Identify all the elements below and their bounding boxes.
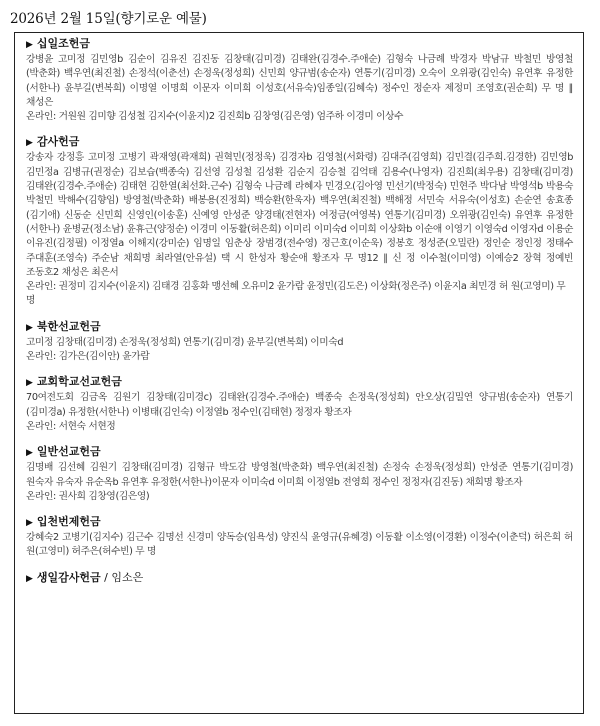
offering-section-north-korea-mission	[26, 320, 573, 365]
bulletin-date-title: 2026년 2월 15일(향기로운 예물)	[10, 11, 207, 27]
triangle-bullet-icon: ▶	[26, 40, 33, 50]
offering-section-tithe	[26, 37, 573, 124]
donor-names: 강혜숙2 고병기(김지수) 김근수 김명선 신경미 양독승(임욕성) 양진식 윤영규(유혜경) 이동활 이소영(이경환) 이정수(이춘덕) 허은희 허 원(고영미) 허주은(허수빈) 무 명	[26, 532, 573, 558]
triangle-bullet-icon: ▶	[26, 378, 33, 389]
offering-section-birthday-thanks	[26, 571, 573, 586]
donor-names: 강송자 강정흥 고미정 고병기 곽재영(곽재희) 권혁민(정정욱) 김경자b 김영철(서화령) 김대주(김영희) 김민결(김주희.김경한) 김민영b 김민정a 김병규(권정순) 김보습(백종숙) 김선영 김성철 김성환 김순지 김승철 김억태 김용수(나영자) 김진희(최우용) 김창태(김미경) 김태완(김경수.주애순) 김태현 김한열(최선화.근수) 김형숙 나금례 라혜자 민경오(김아영 민선기(박정숙) 민현주 박다남 박영석b 박용숙 박철민 박해수(김향임) 방영철(박춘화) 배봉용(진정희) 백승환(한욱자) 백우연(최진철) 백해정 서민숙 서유숙(이성호) 손순연 송효종(김기애) 신동순 신민희 신영인(이송훈) 신예영 안성준 양경태(전현자) 여정금(여영복) 연통기(김미경) 오위광(김인숙) 유연후 유정한(서한나) 윤병균(정소남) 윤휴근(양정순) 이경미 이동활(허은희) 이미리 이미숙d 이미희 이상화b 이순애 이영기 이영숙d 이영자d 이용순 이유진(김정필) 이정열a 이해지(강미순) 임명일 임춘상 장범경(전수영) 정근호(이순욱) 정봉호 정성준(오밀란) 정인순 정인정 정태수 주대훈(조영숙) 주순남 채희명 최라열(안유설) 택 시 한성자 황순애 황조자 무 명12 ∥ 신 정 이수철(이미영) 이예승2 장혁 정예빈 조동호2 채성은 최은서	[26, 152, 573, 278]
offering-section-general-mission	[26, 445, 573, 504]
offering-list-box	[14, 32, 584, 714]
section-heading	[26, 445, 573, 460]
offering-section-thousand-burnt	[26, 515, 573, 560]
online-donors: 온라인: 권정미 김지수(이윤지) 김태경 김홍화 맹선혜 오유미2 윤가람 윤정민(김도은) 이상화(정은주) 이윤지a 최민경 허 원(고영미) 무 명	[26, 281, 566, 307]
section-heading	[26, 571, 573, 586]
triangle-bullet-icon: ▶	[26, 322, 33, 333]
triangle-bullet-icon: ▶	[26, 518, 33, 529]
section-heading	[26, 37, 573, 52]
offering-section-church-school-mission	[26, 375, 573, 434]
online-donors: 온라인: 거원원 김미향 김성철 김지수(이윤지)2 김진희b 김창영(김은영) 엄주하 이경미 이상수	[26, 111, 404, 123]
section-title: 생일감사헌금	[36, 570, 101, 584]
section-title: 교회학교선교헌금	[36, 375, 122, 389]
online-donors: 온라인: 권사희 김창영(김은영)	[26, 490, 150, 502]
triangle-bullet-icon: ▶	[26, 573, 33, 584]
donor-names: 강병윤 고미정 김민영b 김순이 김유진 김진동 김창태(김미경) 김태완(김경수.주애순) 김형숙 나금례 박경자 박남규 박철민 방영철(박춘화) 백우연(최진철) 손정석(이춘선) 손정욱(정성희) 신민희 양규범(송순자) 연통기(김미경) 오숙이 오위광(김인숙) 유연후 유정한(서한나) 윤부길(변복희) 이명열 이명희 이문자 이미희 이성호(서유숙)임종일(김혜숙) 정수인 정순자 제정미 조영호(권순희) 무 명 ∥ 채성은	[26, 54, 573, 108]
online-donors: 온라인: 서현숙 서현정	[26, 420, 116, 432]
triangle-bullet-icon: ▶	[26, 138, 33, 149]
section-heading	[26, 320, 573, 335]
birthday-donor-names: / 임소은	[100, 570, 144, 584]
section-heading	[26, 135, 573, 150]
section-title: 십일조헌금	[36, 37, 91, 50]
section-title: 일반선교헌금	[36, 445, 101, 459]
section-title: 입천번제헌금	[36, 515, 101, 529]
section-title: 북한선교헌금	[36, 319, 101, 333]
section-heading	[26, 375, 573, 390]
offering-section-thanks	[26, 135, 573, 308]
online-donors: 온라인: 김가은(김이안) 윤가람	[26, 351, 150, 363]
donor-names: 70여전도회 김금옥 김원기 김창태(김미경c) 김태완(김경수.주애순) 백종숙 손정욱(정성희) 안오상(김밀연 양규범(송순자) 연통기(김미경a) 유정한(서한나) 이병태(김인숙) 이정열b 정수인(김태현) 정정자 황조자	[26, 392, 573, 418]
section-heading	[26, 515, 573, 530]
triangle-bullet-icon: ▶	[26, 448, 33, 459]
donor-names: 김명배 김선혜 김원기 김창태(김미경) 김형규 박도감 방영철(박춘화) 백우연(최진철) 손정숙 손정욱(정성희) 안성준 연통기(김미경) 원숙자 유숙자 유순옥b 유연후 유정한(서한나)이문자 이미숙d 이미희 이정열b 전영희 정수인 정정자(김진동) 채희명 황조자	[26, 462, 573, 488]
section-title: 감사헌금	[36, 135, 80, 149]
donor-names: 고미정 김창태(김미경) 손정욱(정성희) 연통기(김미경) 윤부길(변복희) 이미숙d	[26, 336, 344, 348]
